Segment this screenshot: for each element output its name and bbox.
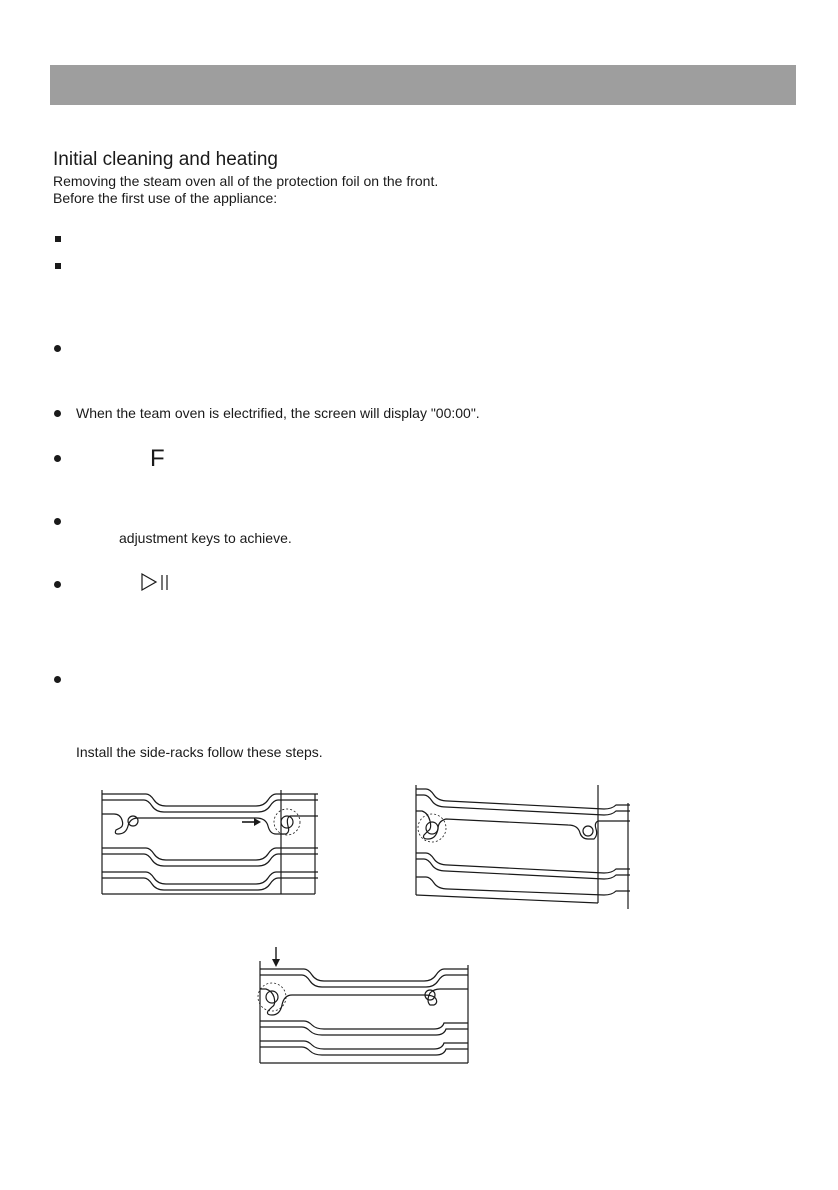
side-rack-diagram-step-2	[408, 783, 638, 911]
square-bullet-icon	[55, 236, 61, 242]
round-bullet-icon	[54, 676, 61, 683]
round-bullet-icon	[54, 345, 61, 352]
round-bullet-icon	[54, 518, 61, 525]
function-key-glyph: F	[150, 445, 165, 472]
round-bullet-icon	[54, 410, 61, 417]
intro-line-1: Removing the steam oven all of the protection foil on the front.	[53, 173, 439, 189]
square-bullet-icon	[55, 263, 61, 269]
bullet-adjustment-text: adjustment keys to achieve.	[119, 530, 292, 546]
side-rack-diagram-step-1	[96, 788, 326, 900]
racks-caption: Install the side-racks follow these steps.	[76, 744, 323, 760]
header-bar	[50, 65, 796, 105]
intro-line-2: Before the first use of the appliance:	[53, 190, 278, 206]
round-bullet-icon	[54, 455, 61, 462]
section-title: Initial cleaning and heating	[53, 149, 279, 170]
round-bullet-icon	[54, 581, 61, 588]
side-rack-diagram-step-3	[254, 945, 484, 1067]
play-pause-icon	[140, 573, 172, 593]
bullet-electrified-text: When the team oven is electrified, the screen will display "00:00".	[76, 405, 480, 421]
